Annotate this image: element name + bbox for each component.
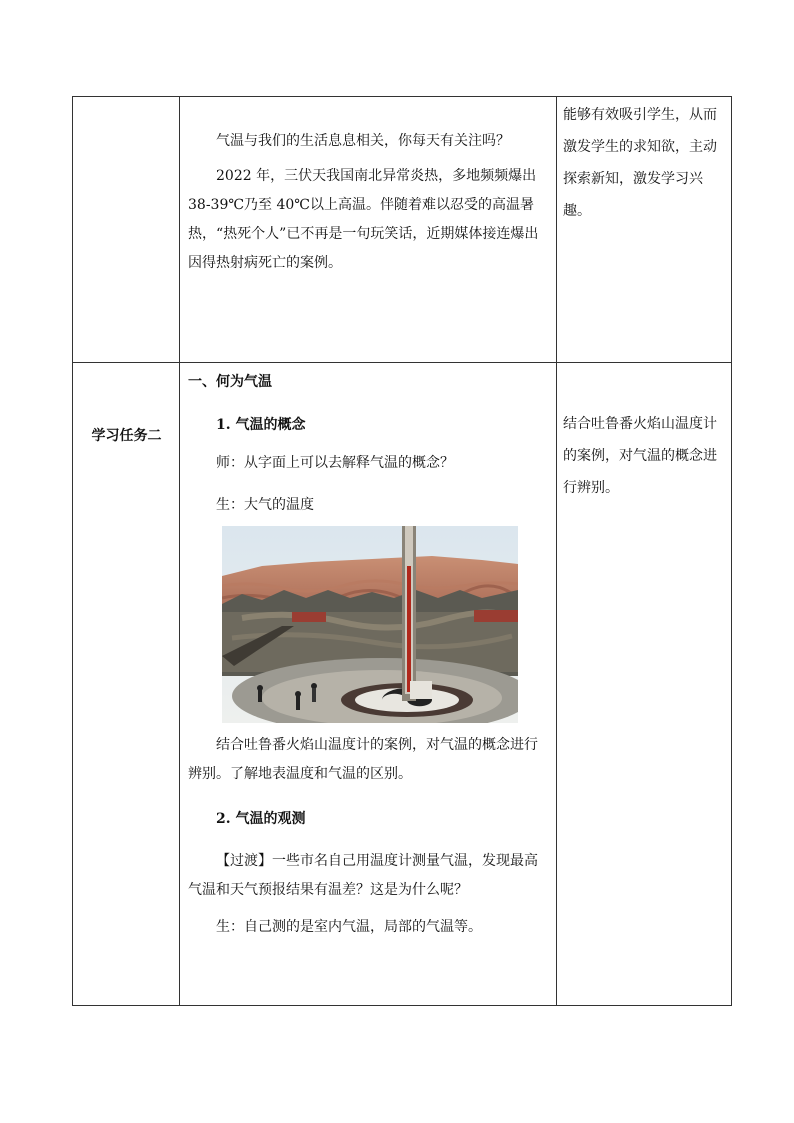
table-row bbox=[73, 363, 732, 1006]
design-intent-cell bbox=[557, 363, 732, 1006]
intro-paragraph: 2022 年，三伏天我国南北异常炎热，多地频频爆出 38-39℃乃至 40℃以上高温。伴随着难以忍受的高温暑热，“热死个人”已不再是一句玩笑话，近期媒体接连爆出因得热射病死亡的案例。 bbox=[188, 168, 539, 271]
image-discussion: 结合吐鲁番火焰山温度计的案例，对气温的概念进行辨别。了解地表温度和气温的区别。 bbox=[188, 737, 538, 782]
transition-paragraph: 【过渡】一些市名自己用温度计测量气温，发现最高气温和天气预报结果有温差？这是为什么呢？ bbox=[188, 853, 538, 898]
lesson-plan-table bbox=[72, 96, 732, 1006]
task-label: 学习任务二 bbox=[91, 428, 162, 444]
content-cell bbox=[180, 97, 557, 363]
subheading-observation: 2. 气温的观测 bbox=[216, 811, 306, 827]
design-intent-text: 能够有效吸引学生，从而激发学生的求知欲，主动探索新知，激发学习兴趣。 bbox=[563, 107, 717, 219]
teacher-question: 师：从字面上可以去解释气温的概念？ bbox=[216, 455, 454, 471]
label-cell bbox=[73, 363, 180, 1006]
subheading-concept: 1. 气温的概念 bbox=[216, 417, 306, 433]
section-heading: 一、何为气温 bbox=[188, 374, 272, 390]
student-answer: 生：大气的温度 bbox=[216, 497, 314, 513]
student-answer-observation: 生：自己测的是室内气温，局部的气温等。 bbox=[216, 919, 482, 935]
design-intent-cell bbox=[557, 97, 732, 363]
content-cell bbox=[180, 363, 557, 1006]
label-cell bbox=[73, 97, 180, 363]
intro-question: 气温与我们的生活息息相关，你每天有关注吗？ bbox=[216, 133, 510, 149]
table-row bbox=[73, 97, 732, 363]
flaming-mountain-thermometer-photo bbox=[222, 526, 518, 723]
design-intent-text: 结合吐鲁番火焰山温度计的案例，对气温的概念进行辨别。 bbox=[563, 416, 717, 496]
